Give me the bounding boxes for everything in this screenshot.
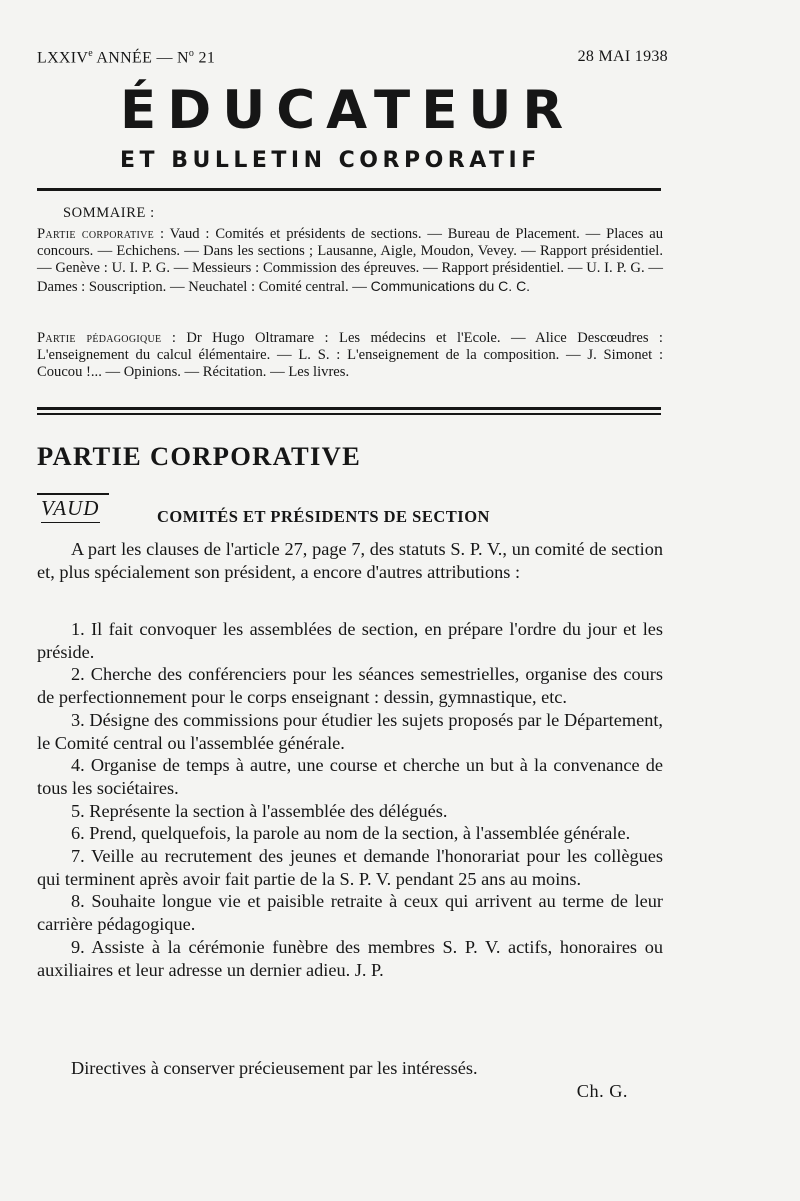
issue-number: LXXIVe ANNÉE — $N^o$ 21 [37, 48, 216, 67]
list-item: 1. Il fait convoquer les assemblées de section, en prépare l'ordre du jour et les préside. [37, 619, 663, 662]
canton-label: VAUD [41, 496, 100, 523]
summary-title: SOMMAIRE : [63, 205, 155, 221]
list-item: 6. Prend, quelquefois, la parole au nom de la section, à l'assemblée générale. [71, 823, 631, 844]
header-rule [37, 188, 661, 191]
list-item: 2. Cherche des conférenciers pour les séances semestrielles, organise des cours de perfectionnement pour le corps enseignant : dessin, gymnastique, etc. [37, 664, 663, 708]
list-item: 7. Veille au recrutement des jeunes et demande l'honorariat pour les collègues qui terminent après avoir fait partie de la S. P. V. pendant 25 ans au moins. [37, 846, 663, 889]
summary-pedagogique-label: Partie pédagogique [37, 330, 162, 346]
summary-rule-bottom [37, 413, 661, 415]
masthead-title: ÉDUCATEUR [120, 80, 575, 141]
summary-corporative-label: Partie corporative [37, 226, 155, 242]
summary-pedagogique-text: : Dr Hugo Oltramare : Les médecins et l'Ecole. — Alice Descœudres : L'enseignement du calcul élémentaire. — L. S. : L'enseignement de la composition. — J. Simonet : Coucou !... — Opinions. — Récitation. — Les livres. [37, 330, 663, 381]
summary-rule-top [37, 407, 661, 410]
issue-date: 28 MAI 1938 [577, 48, 668, 65]
summary-pedagogique [37, 330, 663, 382]
canton-rule [37, 493, 109, 495]
article-items [37, 618, 663, 981]
summary-corporative-tail: Communications du C. C. [370, 277, 531, 294]
list-item: 8. Souhaite longue vie et paisible retraite à ceux qui arrivent au terme de leur carrière pédagogique. [37, 891, 663, 935]
masthead-subtitle: ET BULLETIN CORPORATIF [120, 148, 541, 173]
article-signature: Ch. G. [576, 1081, 628, 1101]
article-directives: Directives à conserver précieusement par les intéressés. [71, 1058, 478, 1078]
article-intro: A part les clauses de l'article 27, page 7, des statuts S. P. V., un comité de section et, plus spécialement son président, a encore d'autres attributions : [37, 539, 663, 582]
list-item: 5. Représente la section à l'assemblée des délégués. [71, 800, 448, 821]
article-title: COMITÉS ET PRÉSIDENTS DE SECTION [157, 507, 490, 526]
summary-corporative-text: : Vaud : Comités et présidents de sections. — Bureau de Placement. — Places au concours. — Echichens. — Dans les sections ; Lausanne, Aigle, Moudon, Vevey. — Rapport présidentiel. — Genève : U. I. P. G. — Messieurs : Commission des épreuves. — Rapport présidentiel. — U. I. P. G. — Dames : Souscription. — Neuchatel : Comité central. — [37, 226, 664, 295]
list-item: 9. Assiste à la cérémonie funèbre des membres S. P. V. actifs, honoraires ou auxiliaires et leur adresse un dernier adieu. J. P. [37, 936, 663, 980]
list-item: 4. Organise de temps à autre, une course et cherche un but à la convenance de tous les sociétaires. [37, 755, 663, 798]
section-heading: PARTIE CORPORATIVE [37, 441, 362, 471]
summary-corporative [37, 226, 663, 296]
list-item: 3. Désigne des commissions pour étudier les sujets proposés par le Département, le Comité central ou l'assemblée générale. [37, 709, 663, 753]
